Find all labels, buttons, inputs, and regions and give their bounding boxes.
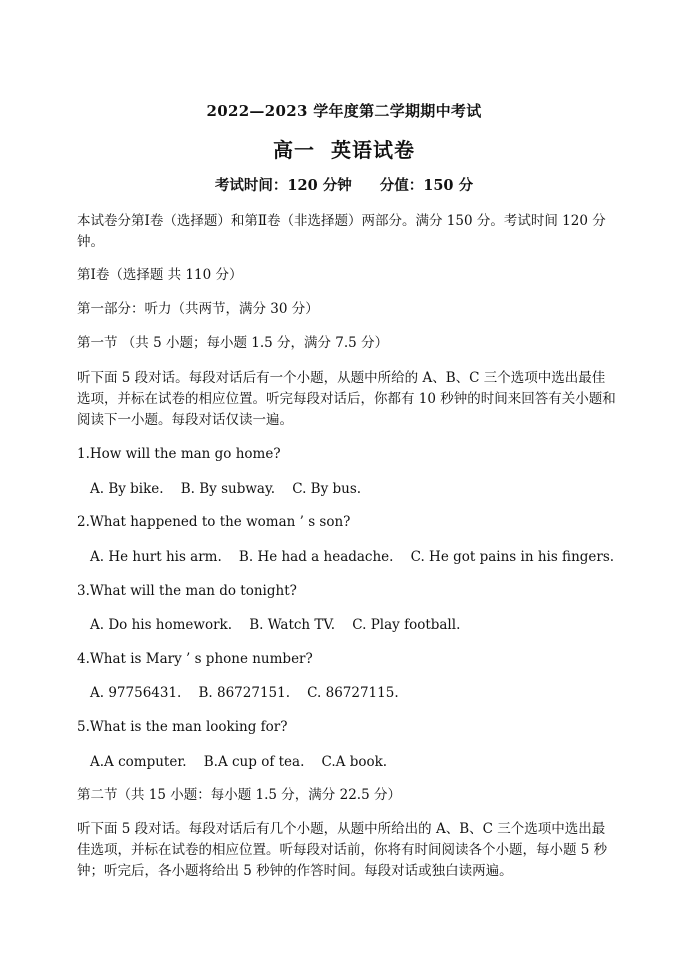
section1-instructions: 听下面 5 段对话。每段对话后有一个小题，从题中所给的 A、B、C 三个选项中选出最佳选项，并标在试卷的相应位置。听完每段对话后，你都有 10 秒钟的时间来回答有关小题和阅读下一小题。每段对话仅读一遍。 xyxy=(77,370,616,428)
question-1-options: A. By bike. B. By subway. C. By bus. xyxy=(90,481,362,497)
section2-instructions: 听下面 5 段对话。每段对话后有几个小题，从题中所给出的 A、B、C 三个选项中选出最佳选项，并标在试卷的相应位置。听每段对话前，你将有时间阅读各个小题，每小题 5 秒钟；听完后，各小题将给出 5 秒钟的作答时间。每段对话或独白读两遍。 xyxy=(77,821,608,879)
volume1-title: 第Ⅰ卷（选择题 共 110 分） xyxy=(77,267,243,283)
time-info: 考试时间：120 分钟 xyxy=(214,177,352,194)
question-1: 1.How will the man go home? xyxy=(77,446,281,462)
subject-title: 高一 英语试卷 xyxy=(273,138,415,162)
exam-meta xyxy=(0,174,688,195)
section1-title: 第一节 （共 5 小题；每小题 1.5 分，满分 7.5 分） xyxy=(77,335,389,351)
question-5-options: A.A computer. B.A cup of tea. C.A book. xyxy=(90,754,388,770)
score-info: 分值：150 分 xyxy=(379,177,474,194)
question-2-options: A. He hurt his arm. B. He had a headache. C. He got pains in his fingers. xyxy=(90,549,615,565)
question-3: 3.What will the man do tonight? xyxy=(77,583,297,599)
question-3-options: A. Do his homework. B. Watch TV. C. Play football. xyxy=(90,617,461,633)
exam-title: 2022—2023 学年度第二学期期中考试 xyxy=(206,102,482,120)
part1-title: 第一部分：听力（共两节，满分 30 分） xyxy=(77,301,319,317)
question-4-options: A. 97756431. B. 86727151. C. 86727115. xyxy=(90,685,399,701)
intro-paragraph: 本试卷分第Ⅰ卷（选择题）和第Ⅱ卷（非选择题）两部分。满分 150 分。考试时间 120 分钟。 xyxy=(77,213,606,250)
question-4: 4.What is Mary ’ s phone number? xyxy=(77,651,313,667)
section2-title: 第二节（共 15 小题：每小题 1.5 分，满分 22.5 分） xyxy=(77,787,401,803)
question-5: 5.What is the man looking for? xyxy=(77,719,288,735)
question-2: 2.What happened to the woman ’ s son? xyxy=(77,514,351,530)
